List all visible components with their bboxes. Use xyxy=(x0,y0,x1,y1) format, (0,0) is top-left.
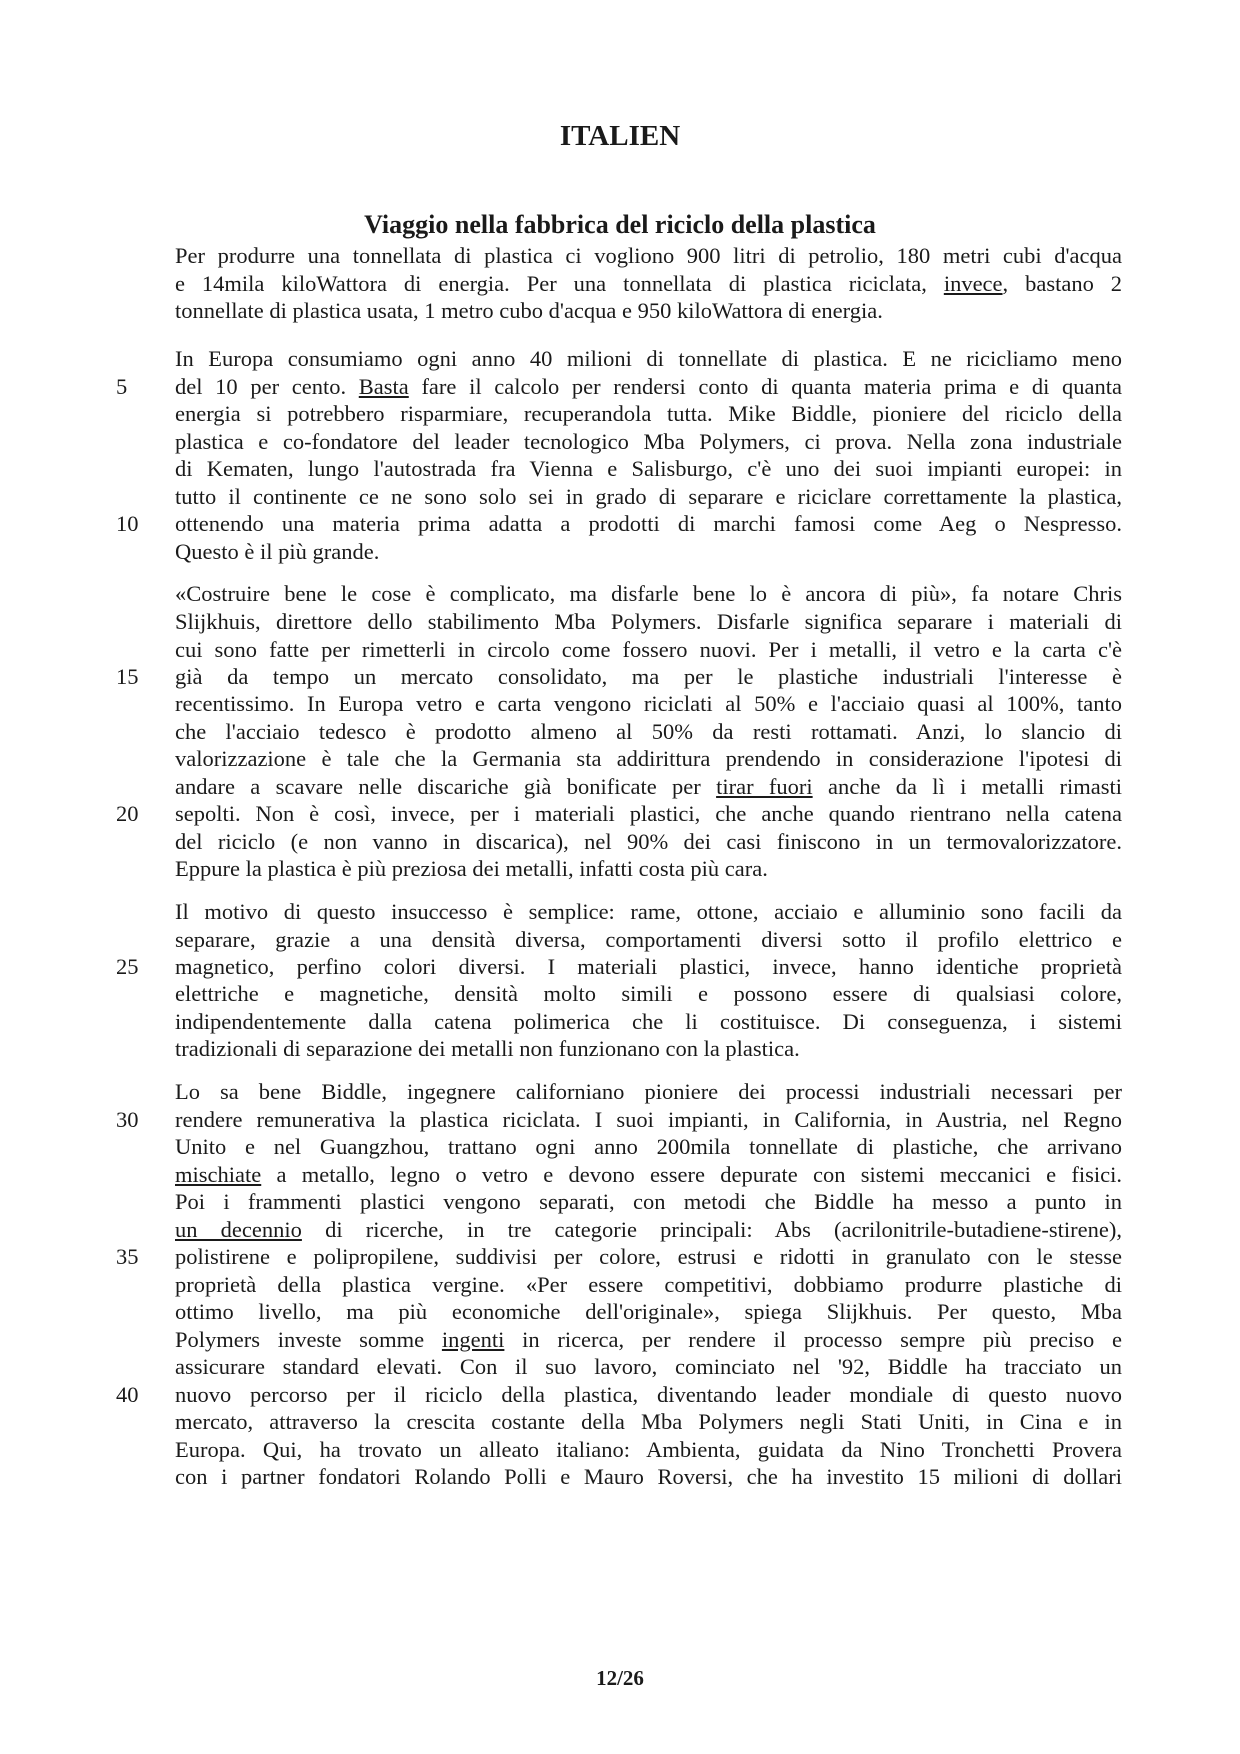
text-line xyxy=(175,800,1122,827)
text-line xyxy=(175,1463,1122,1490)
text-line xyxy=(175,580,1122,607)
line-text: e 14mila kiloWattora di energia. Per una tonnellata di plastica riciclata, xyxy=(175,271,944,296)
line-text: plastica e co-fondatore del leader tecnologico Mba Polymers, ci prova. Nella zona industriale xyxy=(175,429,1122,454)
text-line xyxy=(175,1243,1122,1270)
text-line xyxy=(175,663,1122,690)
text-line xyxy=(175,690,1122,717)
line-text: assicurare standard elevati. Con il suo lavoro, cominciato nel '92, Biddle ha tracciato un xyxy=(175,1354,1122,1379)
line-text: Questo è il più grande. xyxy=(175,539,380,564)
line-text-continued: , bastano 2 xyxy=(1002,271,1123,296)
line-text-continued: in ricerca, per rendere il processo sempre più preciso e xyxy=(504,1327,1122,1352)
line-number: 30 xyxy=(116,1107,139,1132)
line-text: indipendentemente dalla catena polimerica che li costituisce. Di conseguenza, i sistemi xyxy=(175,1009,1122,1034)
line-text: Eppure la plastica è più preziosa dei metalli, infatti costa più cara. xyxy=(175,856,768,881)
text-line xyxy=(175,538,1122,565)
line-text: sepolti. Non è così, invece, per i materiali plastici, che anche quando rientrano nella catena xyxy=(175,801,1122,826)
underlined-word: un decennio xyxy=(175,1217,302,1242)
line-number: 35 xyxy=(116,1244,139,1269)
line-text: ottenendo una materia prima adatta a prodotti di marchi famosi come Aeg o Nespresso. xyxy=(175,511,1122,536)
line-number: 20 xyxy=(116,801,139,826)
page-number: 12/26 xyxy=(596,1666,644,1690)
text-line xyxy=(175,483,1122,510)
text-line xyxy=(175,455,1122,482)
line-text: già da tempo un mercato consolidato, ma per le plastiche industriali l'interesse è xyxy=(175,664,1122,689)
line-number: 25 xyxy=(116,954,139,979)
text-line xyxy=(175,718,1122,745)
line-text: nuovo percorso per il riciclo della plastica, diventando leader mondiale di questo nuovo xyxy=(175,1382,1122,1407)
text-line xyxy=(175,1381,1122,1408)
line-text: Per produrre una tonnellata di plastica ci vogliono 900 litri di petrolio, 180 metri cubi d'acqua xyxy=(175,243,1122,268)
line-text: andare a scavare nelle discariche già bonificate per xyxy=(175,774,717,799)
line-text: con i partner fondatori Rolando Polli e Mauro Roversi, che ha investito 15 milioni di dollari xyxy=(175,1464,1122,1489)
line-number: 15 xyxy=(116,664,139,689)
line-text: In Europa consumiamo ogni anno 40 milioni di tonnellate di plastica. E ne ricicliamo meno xyxy=(175,346,1122,371)
text-line xyxy=(175,636,1122,663)
text-line xyxy=(175,898,1122,925)
line-text: elettriche e magnetiche, densità molto simili e possono essere di qualsiasi colore, xyxy=(175,981,1122,1006)
text-line xyxy=(175,297,1122,324)
underlined-word: Basta xyxy=(358,374,409,399)
text-line xyxy=(175,1078,1122,1105)
text-line xyxy=(175,773,1122,800)
line-text: ottimo livello, ma più economiche dell'originale», spiega Slijkhuis. Per questo, Mba xyxy=(175,1299,1122,1324)
line-text: tutto il continente ce ne sono solo sei in grado di separare e riciclare correttamente la plastica, xyxy=(175,484,1122,509)
line-number: 10 xyxy=(116,511,139,536)
line-text: mercato, attraverso la crescita costante della Mba Polymers negli Stati Uniti, in Cina e in xyxy=(175,1409,1122,1434)
text-line xyxy=(175,1436,1122,1463)
line-text: cui sono fatte per rimetterli in circolo come fossero nuovi. Per i metalli, il vetro e la carta c'è xyxy=(175,637,1122,662)
line-text: Lo sa bene Biddle, ingegnere californiano pioniere dei processi industriali necessari per xyxy=(175,1079,1122,1104)
text-line xyxy=(175,510,1122,537)
text-line xyxy=(175,745,1122,772)
text-line xyxy=(175,1353,1122,1380)
text-line xyxy=(175,1161,1122,1188)
line-number: 5 xyxy=(116,374,128,399)
line-text: Il motivo di questo insuccesso è semplice: rame, ottone, acciaio e alluminio sono facili da xyxy=(175,899,1122,924)
line-text: tradizionali di separazione dei metalli non funzionano con la plastica. xyxy=(175,1036,800,1061)
line-text: proprietà della plastica vergine. «Per essere competitivi, dobbiamo produrre plastiche di xyxy=(175,1272,1122,1297)
line-text: energia si potrebbero risparmiare, recuperandola tutta. Mike Biddle, pioniere del riciclo della xyxy=(175,401,1122,426)
underlined-word: mischiate xyxy=(175,1162,262,1187)
line-number: 40 xyxy=(116,1382,139,1407)
text-line xyxy=(175,608,1122,635)
line-text: valorizzazione è tale che la Germania sta addirittura prendendo in considerazione l'ipotesi di xyxy=(175,746,1122,771)
line-text: rendere remunerativa la plastica riciclata. I suoi impianti, in California, in Austria, nel Regno xyxy=(175,1107,1122,1132)
text-line xyxy=(175,953,1122,980)
text-line xyxy=(175,1035,1122,1062)
line-text: Polymers investe somme xyxy=(175,1327,442,1352)
text-line xyxy=(175,428,1122,455)
line-text: del 10 per cento. xyxy=(175,374,359,399)
text-line xyxy=(175,242,1122,269)
underlined-word: invece xyxy=(943,271,1003,296)
line-text: recentissimo. In Europa vetro e carta vengono riciclati al 50% e l'acciaio quasi al 100%, tanto xyxy=(175,691,1122,716)
text-line xyxy=(175,1271,1122,1298)
country-heading: ITALIEN xyxy=(559,120,681,152)
line-text-continued: fare il calcolo per rendersi conto di quanta materia prima e di quanta xyxy=(408,374,1122,399)
text-line xyxy=(175,1008,1122,1035)
line-text: di Kematen, lungo l'autostrada fra Vienna e Salisburgo, c'è uno dei suoi impianti europei: in xyxy=(175,456,1122,481)
line-text: Slijkhuis, direttore dello stabilimento Mba Polymers. Disfarle significa separare i materiali di xyxy=(175,609,1122,634)
text-line xyxy=(175,828,1122,855)
line-text: che l'acciaio tedesco è prodotto almeno al 50% da resti rottamati. Anzi, lo slancio di xyxy=(175,719,1122,744)
article-title: Viaggio nella fabbrica del riciclo della plastica xyxy=(364,210,876,239)
text-line xyxy=(175,1133,1122,1160)
line-text: separare, grazie a una densità diversa, comportamenti diversi sotto il profilo elettrico e xyxy=(175,927,1122,952)
text-line xyxy=(175,855,1122,882)
text-line xyxy=(175,1408,1122,1435)
line-text: polistirene e polipropilene, suddivisi per colore, estrusi e ridotti in granulato con le stesse xyxy=(175,1244,1122,1269)
line-text-continued: anche da lì i metalli rimasti xyxy=(812,774,1123,799)
text-line xyxy=(175,345,1122,372)
text-line xyxy=(175,1106,1122,1133)
text-line xyxy=(175,1326,1122,1353)
line-text-continued: di ricerche, in tre categorie principali: Abs (acrilonitrile-butadiene-stirene), xyxy=(301,1217,1122,1242)
text-line xyxy=(175,373,1122,400)
underlined-word: tirar fuori xyxy=(716,774,813,799)
line-text: magnetico, perfino colori diversi. I materiali plastici, invece, hanno identiche proprietà xyxy=(175,954,1122,979)
line-text-continued: a metallo, legno o vetro e devono essere depurate con sistemi meccanici e fisici. xyxy=(261,1162,1122,1187)
line-text: del riciclo (e non vanno in discarica), nel 90% dei casi finiscono in un termovalorizzatore. xyxy=(175,829,1122,854)
line-text: Unito e nel Guangzhou, trattano ogni anno 200mila tonnellate di plastiche, che arrivano xyxy=(175,1134,1122,1159)
underlined-word: ingenti xyxy=(441,1327,505,1352)
line-text: «Costruire bene le cose è complicato, ma disfarle bene lo è ancora di più», fa notare Chris xyxy=(175,581,1122,606)
line-text: tonnellate di plastica usata, 1 metro cubo d'acqua e 950 kiloWattora di energia. xyxy=(175,298,883,323)
text-line xyxy=(175,1216,1122,1243)
line-text: Poi i frammenti plastici vengono separati, con metodi che Biddle ha messo a punto in xyxy=(175,1189,1122,1214)
text-line xyxy=(175,1298,1122,1325)
text-line xyxy=(175,270,1122,297)
text-line xyxy=(175,1188,1122,1215)
text-line xyxy=(175,926,1122,953)
text-line xyxy=(175,980,1122,1007)
line-text: Europa. Qui, ha trovato un alleato italiano: Ambienta, guidata da Nino Tronchetti Provera xyxy=(175,1437,1122,1462)
text-line xyxy=(175,400,1122,427)
